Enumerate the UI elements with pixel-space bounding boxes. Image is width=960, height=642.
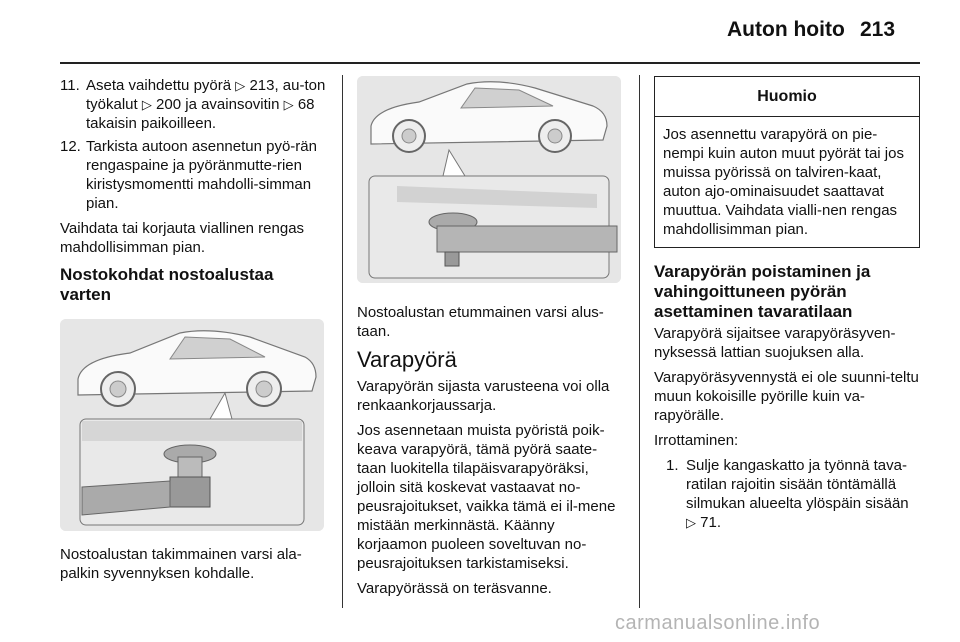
section-title: Auton hoito [727,18,845,41]
section-heading: Nostokohdat nostoalustaa varten [60,265,274,304]
section-heading: Varapyörän poistaminen ja vahingoittuneen pyörän asettaminen tavaratilaan [654,262,871,321]
reference-arrow-icon: ▷ [235,78,246,93]
page-reference[interactable]: 68 [297,96,315,113]
column-3 [654,76,920,538]
page-reference[interactable]: 213 [249,77,275,94]
paragraph: Varapyöräsyvennystä ei ole suunni-teltu muun kokoisille pyörille kuin va-rapyörälle. [654,369,919,424]
paragraph: Irrottaminen: [654,432,739,449]
header-rule [60,62,920,64]
reference-arrow-icon: ▷ [686,515,696,530]
page-reference[interactable]: 71 [700,514,717,531]
section-heading: Varapyörä [357,347,457,372]
rear-jack-point-illustration [60,319,324,531]
paragraph: Varapyörä sijaitsee varapyöräsyven-nyksessä lattian suojuksen alla. [654,325,896,361]
paragraph: Vaihdata tai korjauta viallinen rengas mahdollisimman pian. [60,220,305,256]
front-jack-point-illustration [357,76,621,283]
column-divider-2 [639,75,640,608]
list-item: 1. Sulje kangaskatto ja työnnä tava-ratilan rajoitin sisään töntämällä silmukan alueelta ylöspäin sisään ▷ 71. [666,457,909,531]
notice-text: Jos asennettu varapyörä on pie-nempi kuin auton muut pyörät tai jos muissa pyörissä on talviren-kaat, auton ajo-ominaisuudet saattavat muuttua. Vaihdata vialli-nen rengas mahdollisimman pian. [663,126,904,238]
figure-caption: Nostoalustan etummainen varsi alus-taan. [357,304,604,340]
steps-list [60,76,326,213]
steps-list [654,456,920,532]
notice-box [654,76,920,248]
reference-arrow-icon: ▷ [283,97,294,112]
paragraph: Varapyörässä on teräsvanne. [357,580,552,597]
figure-caption: Nostoalustan takimmainen varsi ala-palkin syvennyksen kohdalle. [60,546,302,582]
column-1 [60,76,326,589]
page-reference[interactable]: 200 [156,96,182,113]
page-header [0,0,960,62]
column-divider-1 [342,75,343,608]
paragraph: Jos asennetaan muista pyöristä poik-keava varapyörä, tämä pyörä saate-taan luokitella tilapäisvarapyöräksi, jolloin sitä koskevat vastaavat no-peusrajoitukset, vaikka tämä ei il-mene mistään merkinnästä. Käänny korjaamon puoleen soveltuvan no-peusrajoituksen tarkistamiseksi. [357,422,616,572]
watermark: carmanualsonline.info [615,612,821,634]
list-item: 12. Tarkista autoon asennetun pyö-rän rengaspaine ja pyöränmutte-rien kiristysmomentti mahdolli-simman pian. [60,138,317,212]
paragraph: Varapyörän sijasta varusteena voi olla renkaankorjaussarja. [357,378,610,414]
reference-arrow-icon: ▷ [141,97,152,112]
notice-title: Huomio [655,77,919,117]
column-2 [357,76,623,604]
list-item: 11. Aseta vaihdettu pyörä ▷ 213, au-ton työkalut ▷ 200 ja avainsovitin ▷ 68 takaisin paikoilleen. [60,77,326,132]
page-number: 213 [860,18,896,41]
